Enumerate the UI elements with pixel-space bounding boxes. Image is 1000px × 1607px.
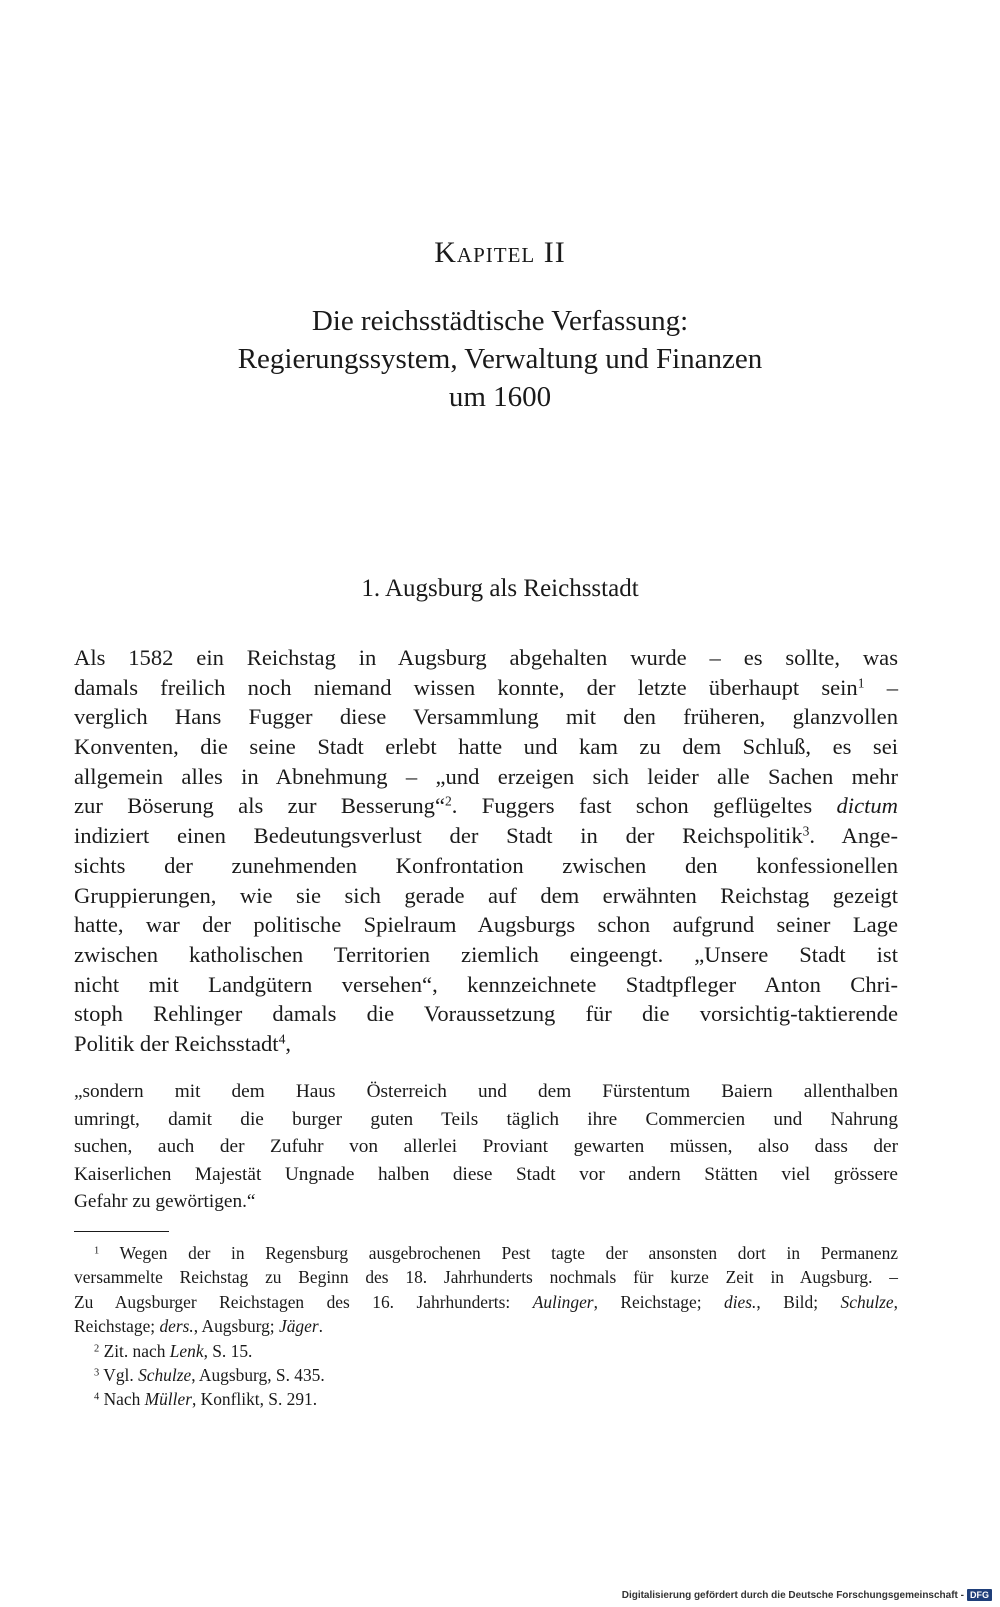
footnote-divider bbox=[74, 1231, 169, 1232]
paragraph-line: verglich Hans Fugger diese Versammlung mit den früheren, glanzvollen bbox=[74, 704, 898, 730]
quote-line: Gefahr zu gewörtigen.“ bbox=[74, 1191, 256, 1212]
footnote-number: 3 bbox=[94, 1367, 100, 1379]
footnote-1-line: Zu Augsburger Reichstagen des 16. Jahrhunderts: Aulinger, Reichstage; dies., Bild; Schulze, bbox=[74, 1291, 899, 1312]
funding-footer bbox=[622, 1589, 992, 1601]
paragraph-line: allgemein alles in Abnehmung – „und erzeigen sich leider alle Sachen mehr bbox=[74, 763, 898, 789]
main-paragraph bbox=[74, 643, 898, 1059]
paragraph-line: stoph Rehlinger damals die Voraussetzung für die vorsichtig-taktierende bbox=[74, 1001, 898, 1027]
paragraph-line: Gruppierungen, wie sie sich gerade auf dem erwähnten Reichstag gezeigt bbox=[74, 882, 898, 908]
footnote-number: 1 bbox=[94, 1245, 100, 1257]
paragraph-line: Als 1582 ein Reichstag in Augsburg abgehalten wurde – es sollte, was bbox=[74, 645, 898, 670]
footnote-ref[interactable]: 1 bbox=[857, 675, 865, 691]
chapter-title-line: Die reichsstädtische Verfassung: bbox=[311, 305, 689, 337]
footnote-2: $^2$ Zit. nach Lenk, S. 15. bbox=[94, 1340, 253, 1361]
paragraph-line: indiziert einen Bedeutungsverlust der Stadt in der Reichspolitik$^3$. Ange- bbox=[74, 823, 898, 849]
footnote-number: 2 bbox=[94, 1342, 100, 1354]
quote-line: suchen, auch der Zufuhr von allerlei Proviant gewarten müssen, also dass der bbox=[74, 1136, 898, 1157]
section-title: 1. Augsburg als Reichsstadt bbox=[361, 575, 639, 602]
chapter-title-line: um 1600 bbox=[448, 381, 552, 413]
paragraph-line: sichts der zunehmenden Konfrontation zwischen den konfessionellen bbox=[74, 852, 898, 878]
footnotes bbox=[74, 1241, 898, 1412]
footnote-3: $^3$ Vgl. Schulze, Augsburg, S. 435. bbox=[94, 1364, 325, 1385]
footnote-ref[interactable]: 2 bbox=[445, 793, 452, 809]
paragraph-line: nicht mit Landgütern versehen“, kennzeichnete Stadtpfleger Anton Chri- bbox=[74, 971, 898, 997]
quote-line: Kaiserlichen Majestät Ungnade halben diese Stadt vor andern Stätten viel grössere bbox=[74, 1163, 898, 1185]
paragraph-line: damals freilich noch niemand wissen konnte, der letzte überhaupt sein$^1$ – bbox=[74, 674, 898, 700]
quote-line: umringt, damit die burger guten Teils täglich ihre Commercien und Nahrung bbox=[74, 1108, 898, 1130]
block-quote bbox=[74, 1078, 898, 1216]
paragraph-line: Politik der Reichsstadt$^4$, bbox=[74, 1030, 292, 1056]
dfg-logo: DFG bbox=[967, 1589, 992, 1601]
footnote-1-line: Reichstage; ders., Augsburg; Jäger. bbox=[74, 1316, 323, 1337]
quote-line: „sondern mit dem Haus Österreich und dem Fürstentum Baiern allenthalben bbox=[74, 1081, 898, 1102]
chapter-title-line: Regierungssystem, Verwaltung und Finanzen bbox=[237, 343, 763, 375]
footnote-ref[interactable]: 4 bbox=[278, 1031, 286, 1047]
paragraph-line: zur Böserung als zur Besserung“$^2$. Fuggers fast schon geflügeltes dictum bbox=[74, 793, 898, 819]
footnote-4: $^4$ Nach Müller, Konflikt, S. 291. bbox=[94, 1389, 318, 1410]
footnote-1-line: $^1$ Wegen der in Regensburg ausgebrochenen Pest tagte der ansonsten dort in Permanenz bbox=[94, 1243, 898, 1263]
footnote-ref[interactable]: 3 bbox=[802, 823, 810, 839]
paragraph-line: zwischen katholischen Territorien ziemlich eingeengt. „Unsere Stadt ist bbox=[74, 941, 898, 967]
footnote-1-line: versammelte Reichstag zu Beginn des 18. Jahrhunderts nochmals für kurze Zeit in Augsburg. – bbox=[74, 1267, 898, 1288]
funding-text: Digitalisierung gefördert durch die Deutsche Forschungsgemeinschaft - bbox=[621, 1589, 964, 1601]
paragraph-line: Konventen, die seine Stadt erlebt hatte und kam zu dem Schluß, es sei bbox=[74, 734, 898, 760]
chapter-title bbox=[0, 302, 1000, 416]
footnote-number: 4 bbox=[94, 1391, 100, 1403]
chapter-label: Kapitel II bbox=[434, 236, 566, 269]
paragraph-line: hatte, war der politische Spielraum Augsburgs schon aufgrund seiner Lage bbox=[74, 912, 898, 938]
